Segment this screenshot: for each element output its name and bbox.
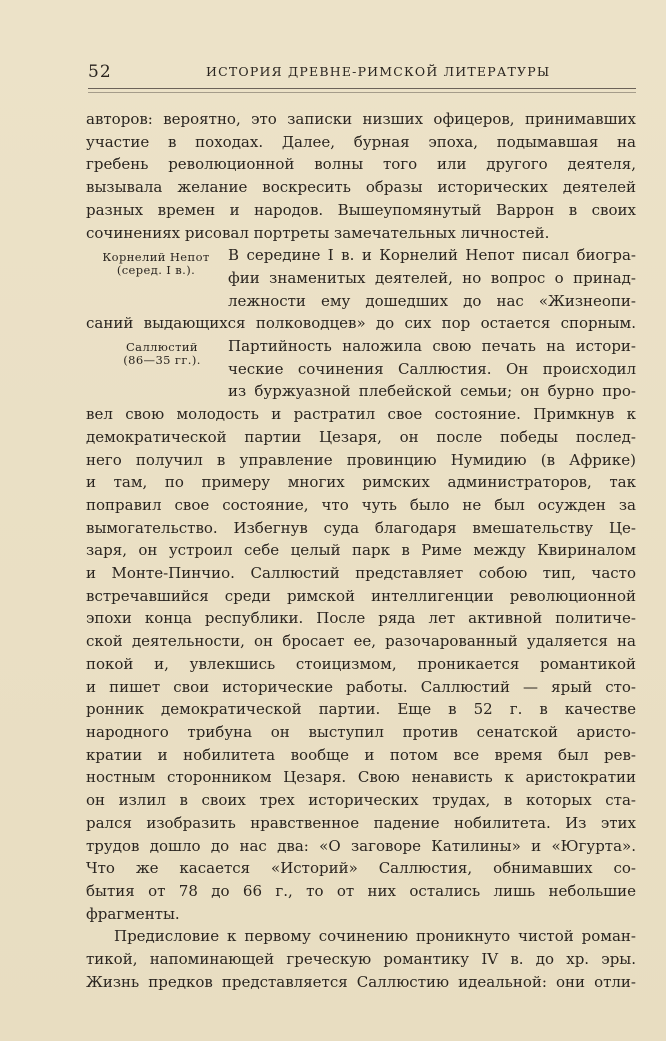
text-line: Что же касается «Историй» Саллюстия, обнимавших со-	[86, 859, 636, 878]
text-line: демократической партии Цезаря, он после победы послед-	[86, 427, 636, 446]
text-line: разных времен и народов. Вышеупомянутый Варрон в своих	[86, 200, 636, 219]
text-line: фрагменты.	[86, 904, 180, 923]
margin-note-title: Саллюстий	[125, 340, 198, 354]
text-line: лежности ему дошедших до нас «Жизнеопи-	[228, 291, 636, 310]
text-line: Партийность наложила свою печать на истори-	[228, 337, 636, 356]
text-line: эпохи конца республики. После ряда лет активной политиче-	[86, 609, 636, 628]
text-line: поправил свое состояние, что чуть было не был осужден за	[86, 495, 636, 514]
running-title: ИСТОРИЯ ДРЕВНЕ-РИМСКОЙ ЛИТЕРАТУРЫ	[206, 64, 551, 79]
text-line: он излил в своих трех исторических трудах, в которых ста-	[86, 791, 636, 810]
page-header	[88, 60, 650, 90]
margin-note-title: Корнелий Непот	[102, 250, 210, 264]
text-line: трудов дошло до нас два: «О заговоре Катилины» и «Югурта».	[86, 836, 636, 855]
text-line: ской деятельности, он бросает ее, разочарованный удаляется на	[86, 632, 636, 651]
text-line: ческие сочинения Саллюстия. Он происходил	[228, 359, 636, 378]
text-line: и там, по примеру многих римских администраторов, так	[86, 473, 636, 492]
margin-note-date: (серед. I в.).	[116, 263, 196, 277]
text-line: из буржуазной плебейской семьи; он бурно про-	[228, 382, 636, 401]
text-line: него получил в управление провинцию Нумидию (в Африке)	[86, 450, 636, 469]
page-number: 52	[88, 62, 112, 82]
margin-note-date: (86—35 гг.).	[123, 353, 201, 367]
text-line: и пишет свои исторические работы. Саллюстий — ярый сто-	[86, 677, 636, 696]
text-line: Жизнь предков представляется Саллюстию идеальной: они отли-	[86, 972, 636, 991]
text-line: заря, он устроил себе целый парк в Риме между Квириналом	[86, 541, 636, 560]
text-line: рался изобразить нравственное падение нобилитета. Из этих	[86, 813, 636, 832]
text-line: и Монте-Пинчио. Саллюстий представляет собою тип, часто	[86, 564, 636, 583]
text-line: сочинениях рисовал портреты замечательных личностей.	[86, 223, 550, 242]
text-line: ностным сторонником Цезаря. Свою ненависть к аристократии	[86, 768, 636, 787]
text-line: В середине I в. и Корнелий Непот писал биогра-	[228, 246, 636, 265]
text-line: кратии и нобилитета вообще и потом все время был рев-	[86, 745, 636, 764]
text-line: вызывала желание воскресить образы исторических деятелей	[86, 178, 636, 197]
text-line: авторов: вероятно, это записки низших офицеров, принимавших	[86, 110, 636, 128]
text-line: вымогательство. Избегнув суда благодаря вмешательству Це-	[86, 518, 636, 537]
header-rule	[88, 88, 636, 89]
text-line: покой и, увлекшись стоицизмом, проникается романтикой	[86, 654, 636, 673]
text-line: тикой, напоминающей греческую романтику IV в. до хр. эры.	[86, 950, 636, 969]
text-line: встречавшийся среди римской интеллигенции революционной	[86, 586, 636, 605]
text-line: саний выдающихся полководцев» до сих пор остается спорным.	[86, 314, 636, 333]
text-line: гребень революционной волны того или другого деятеля,	[86, 155, 636, 174]
text-line: народного трибуна он выступил против сенатской аристо-	[86, 722, 636, 741]
header-rule-secondary	[88, 92, 636, 93]
text-line: фии знаменитых деятелей, но вопрос о принад-	[228, 268, 636, 287]
text-line: вел свою молодость и растратил свое состояние. Примкнув к	[86, 405, 636, 424]
text-line: бытия от 78 до 66 г., то от них остались лишь небольшие	[86, 881, 636, 900]
text-line: Предисловие к первому сочинению проникнуто чистой роман-	[114, 927, 636, 946]
body-text	[86, 108, 636, 993]
text-line: участие в походах. Далее, бурная эпоха, подымавшая на	[86, 132, 636, 151]
text-line: ронник демократической партии. Еще в 52 г. в качестве	[86, 700, 636, 719]
